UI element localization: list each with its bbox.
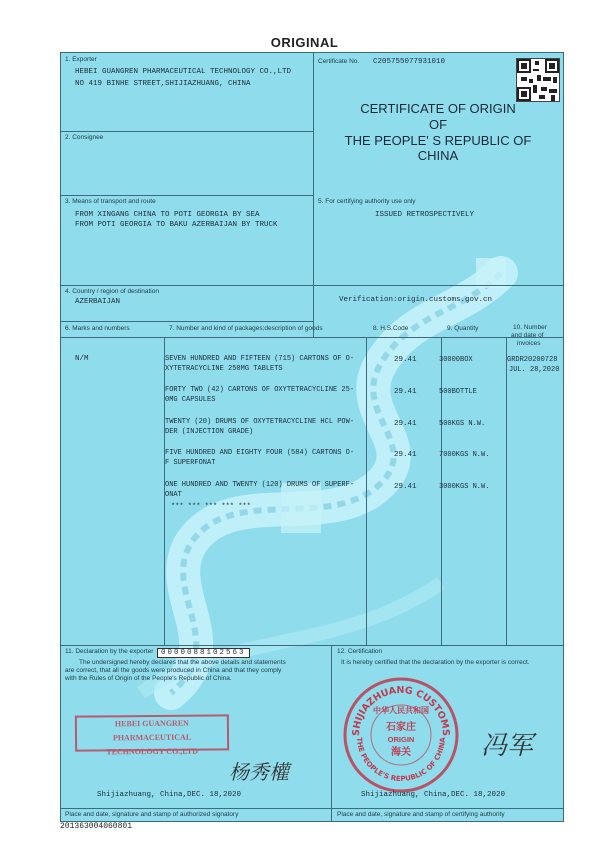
invoice-number: GRDR20200728 <box>507 356 558 364</box>
goods-row-3-desc-line1: TWENTY (20) DRUMS OF OXYTETRACYCLINE HCL POW- <box>165 418 355 426</box>
destination-label: 4. Country / region of destination <box>65 288 159 295</box>
document-header-title: ORIGINAL <box>270 35 339 50</box>
certificate-form <box>60 52 564 822</box>
certifier-signature: 冯军 <box>481 731 534 761</box>
destination-value: AZERBAIJAN <box>75 298 121 306</box>
qr-code-icon <box>516 58 560 102</box>
goods-row-4-desc-line2: F SUPERFONAT <box>165 459 216 467</box>
declaration-text-line2: are correct, that all the goods were produced in China and that they comply <box>65 667 282 674</box>
seal-bottom-text: THE PEOPLE'S REPUBLIC OF CHINA <box>354 737 448 784</box>
declaration-serial-number: 0000088102563 <box>157 648 250 658</box>
certifying-use-label: 5. For certifying authority use only <box>318 198 416 205</box>
company-stamp-line1: HEBEI GUANGREN PHARMACEUTICAL <box>112 718 192 743</box>
certification-label: 12. Certification <box>337 648 383 655</box>
certificate-title-line3: THE PEOPLE' S REPUBLIC OF CHINA <box>344 133 532 163</box>
certification-footer: Place and date, signature and stamp of certifying authority <box>337 811 505 818</box>
customs-seal-icon <box>341 675 461 795</box>
goods-row-5-desc-line1: ONE HUNDRED AND TWENTY (120) DRUMS OF SUPERF- <box>165 481 355 489</box>
seal-origin: ORIGIN <box>387 735 415 744</box>
verification-url: Verification:origin.customs.gov.cn <box>339 296 493 304</box>
marks-header: 6. Marks and numbers <box>65 325 130 332</box>
goods-row-2-desc-line1: FORTY TWO (42) CARTONS OF OXYTETRACYCLINE 25- <box>165 386 355 394</box>
seal-cn-bottom: 海关 <box>391 747 411 758</box>
document-footer-code: 201363004060801 <box>60 822 133 831</box>
declaration-text-line3: with the Rules of Origin of the People's Republic of China. <box>65 675 232 682</box>
goods-row-2-qty: 500BOTTLE <box>439 388 477 396</box>
goods-row-5-qty: 3000KGS N.W. <box>439 483 490 491</box>
exporter-signature: 杨秀權 <box>229 760 289 784</box>
invoice-header-line1: 10. Number <box>513 324 547 331</box>
invoice-date: JUL. 28,2020 <box>509 366 560 374</box>
invoice-header-line3: invoices <box>517 340 541 347</box>
certification-place-date: Shijiazhuang, China,DEC. 18,2020 <box>361 791 506 799</box>
exporter-name: HEBEI GUANGREN PHARMACEUTICAL TECHNOLOGY CO.,LTD <box>75 68 292 76</box>
goods-row-4-desc-line1: FIVE HUNDRED AND EIGHTY FOUR (584) CARTONS O- <box>165 449 355 457</box>
certificate-no-value: C205755077931010 <box>373 58 446 66</box>
goods-row-5-desc-line2: ONAT <box>165 491 182 499</box>
goods-row-1-hs: 29.41 <box>394 356 417 364</box>
transport-route-line2: FROM POTI GEORGIA TO BAKU AZERBAIJAN BY TRUCK <box>75 221 278 229</box>
goods-row-3-qty: 500KGS N.W. <box>439 420 486 428</box>
seal-cn-top: 中华人民共和国 <box>373 706 429 715</box>
exporter-label: 1. Exporter <box>65 56 97 63</box>
quantity-header: 9. Quantity <box>447 325 479 332</box>
invoice-header-line2: and date of <box>511 332 544 339</box>
goods-row-2-hs: 29.41 <box>394 388 417 396</box>
goods-row-2-desc-line2: 0MG CAPSULES <box>165 396 216 404</box>
goods-list-terminator: *** *** *** *** *** <box>171 503 251 511</box>
company-stamp <box>75 714 229 757</box>
marks-value: N/M <box>75 355 89 363</box>
exporter-address: NO 419 BINHE STREET,SHIJIAZHUANG, CHINA <box>75 80 251 88</box>
transport-label: 3. Means of transport and route <box>65 198 156 205</box>
certificate-no-label: Certificate No. <box>318 58 360 65</box>
declaration-text-line1: The undersigned hereby declares that the above details and statements <box>79 659 286 666</box>
goods-row-5-hs: 29.41 <box>394 483 417 491</box>
certification-text: It is hereby certified that the declaration by the exporter is correct. <box>341 659 530 666</box>
goods-row-1-qty: 30000BOX <box>439 356 473 364</box>
consignee-label: 2. Consignee <box>65 134 104 141</box>
goods-row-4-hs: 29.41 <box>394 451 417 459</box>
certificate-title-line1: CERTIFICATE OF ORIGIN <box>360 101 516 116</box>
transport-route-line1: FROM XINGANG CHINA TO POTI GEORGIA BY SEA <box>75 211 260 219</box>
declaration-footer: Place and date, signature and stamp of authorized signatory <box>65 811 239 818</box>
hs-code-header: 8. H.S.Code <box>373 325 409 332</box>
certificate-title-line2: OF <box>428 117 448 132</box>
declaration-place-date: Shijiazhuang, China,DEC. 18,2020 <box>97 791 242 799</box>
declaration-label: 11. Declaration by the exporter <box>65 648 154 655</box>
goods-row-3-hs: 29.41 <box>394 420 417 428</box>
seal-outer-text: SHIJIAZHUANG CUSTOMS <box>350 684 452 737</box>
seal-cn-mid: 石家庄 <box>386 722 416 733</box>
goods-row-1-desc-line2: XYTETRACYCLINE 250MG TABLETS <box>165 365 283 373</box>
description-header: 7. Number and kind of packages;description of goods <box>169 325 323 332</box>
company-stamp-line2: TECHNOLOGY CO.,LTD <box>106 746 199 757</box>
issued-retrospectively-note: ISSUED RETROSPECTIVELY <box>375 211 475 219</box>
goods-row-1-desc-line1: SEVEN HUNDRED AND FIFTEEN (715) CARTONS OF O- <box>165 355 355 363</box>
goods-row-4-qty: 7000KGS N.W. <box>439 451 490 459</box>
goods-row-3-desc-line2: DER (INJECTION GRADE) <box>165 428 254 436</box>
